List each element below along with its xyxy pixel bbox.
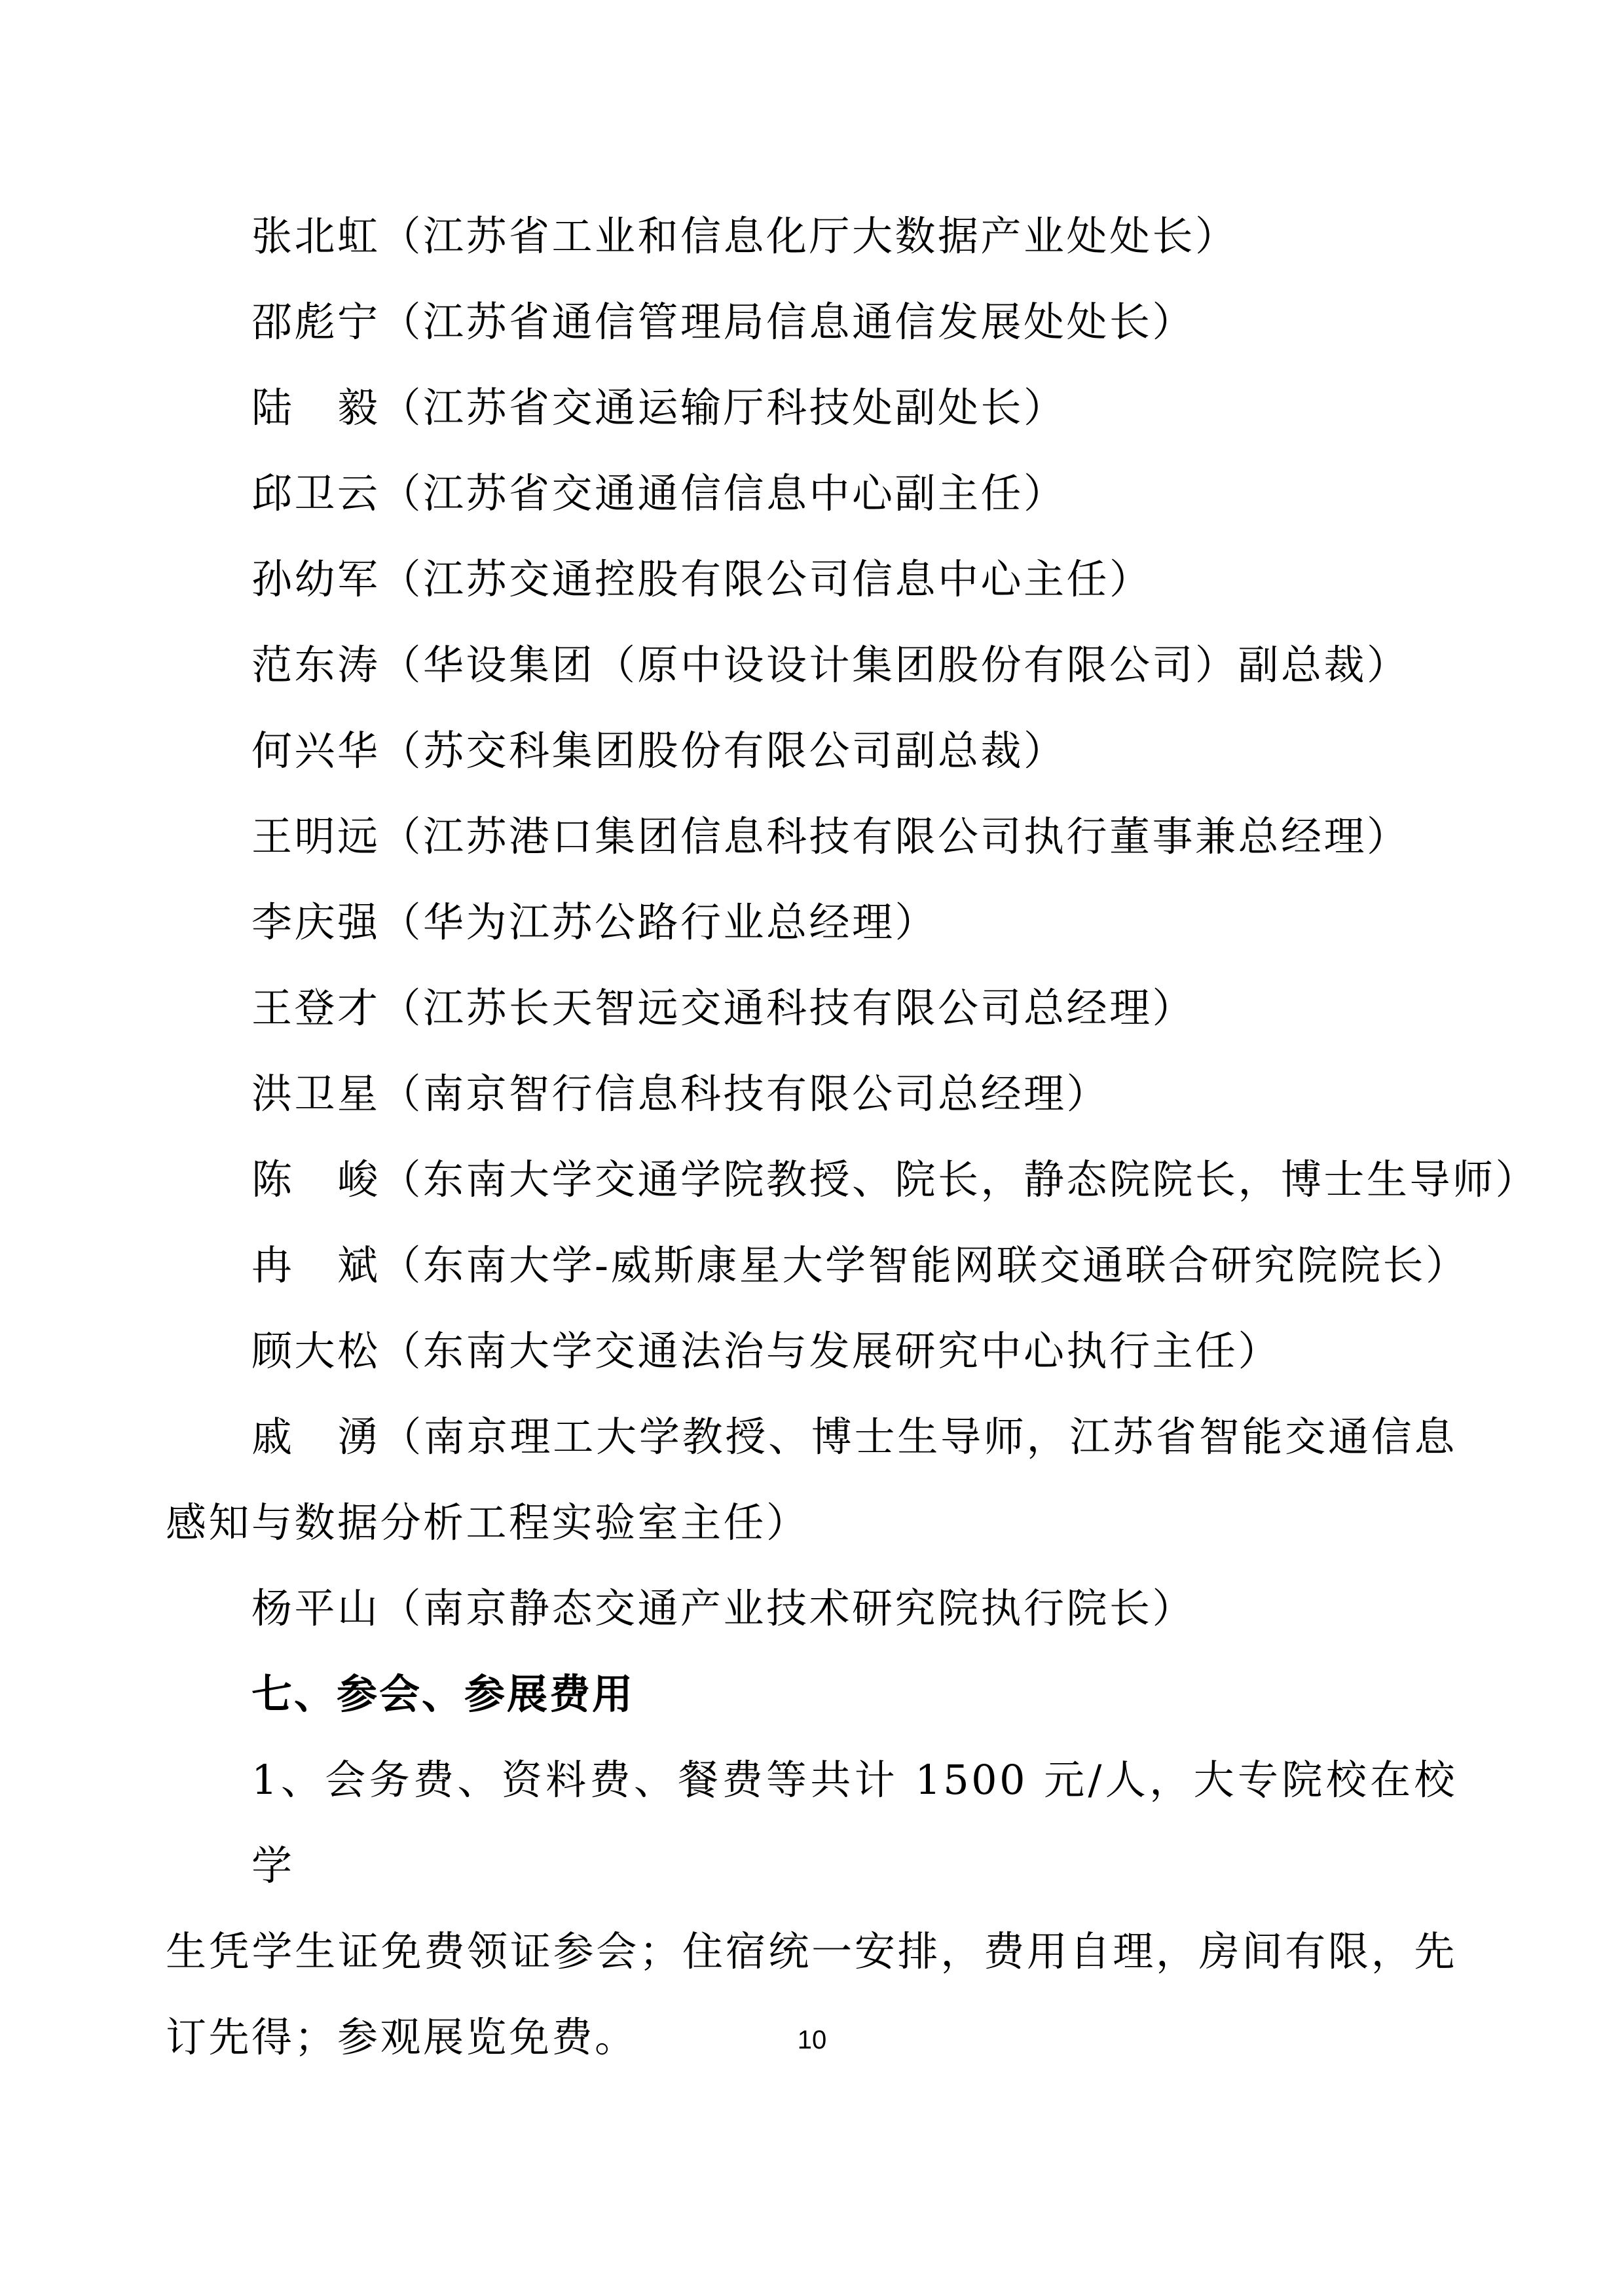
attendee-line: 陈 峻（东南大学交通学院教授、院长，静态院院长，博士生导师） — [251, 1156, 1539, 1203]
attendee-line: 戚 湧（南京理工大学教授、博士生导师，江苏省智能交通信息 — [251, 1413, 1457, 1461]
attendee-line: 邵彪宁（江苏省通信管理局信息通信发展处处长） — [251, 298, 1196, 346]
attendee-line-continuation: 感知与数据分析工程实验室主任） — [166, 1499, 809, 1546]
attendee-line: 洪卫星（南京智行信息科技有限公司总经理） — [251, 1070, 1110, 1118]
page-number: 10 — [797, 2026, 827, 2054]
attendee-line: 顾大松（东南大学交通法治与发展研究中心执行主任） — [251, 1327, 1282, 1375]
attendee-line: 李庆强（华为江苏公路行业总经理） — [251, 898, 938, 946]
attendee-line: 何兴华（苏交科集团股份有限公司副总裁） — [251, 727, 1067, 774]
attendee-line: 杨平山（南京静态交通产业技术研究院执行院长） — [251, 1584, 1196, 1632]
attendee-line: 陆 毅（江苏省交通运输厅科技处副处长） — [251, 384, 1067, 431]
paragraph-line: 生凭学生证免费领证参会；住宿统一安排，费用自理，房间有限，先 — [166, 1927, 1457, 1975]
attendee-line: 范东涛（华设集团（原中设设计集团股份有限公司）副总裁） — [251, 641, 1410, 689]
paragraph-line: 订先得；参观展览免费。 — [166, 2013, 638, 2061]
attendee-line: 孙幼军（江苏交通控股有限公司信息中心主任） — [251, 555, 1153, 603]
attendee-line: 张北虹（江苏省工业和信息化厅大数据产业处处长） — [251, 212, 1238, 260]
attendee-line: 冉 斌（东南大学-威斯康星大学智能网联交通联合研究院院长） — [251, 1241, 1469, 1289]
attendee-line: 邱卫云（江苏省交通通信信息中心副主任） — [251, 469, 1067, 517]
attendee-line: 王明远（江苏港口集团信息科技有限公司执行董事兼总经理） — [251, 812, 1410, 860]
attendee-line: 王登才（江苏长天智远交通科技有限公司总经理） — [251, 984, 1196, 1032]
paragraph-line: 1、会务费、资料费、餐费等共计 1500 元/人，大专院校在校学 — [251, 1756, 1457, 1889]
section-heading: 七、参会、参展费用 — [251, 1670, 635, 1718]
document-content — [166, 193, 1539, 2080]
